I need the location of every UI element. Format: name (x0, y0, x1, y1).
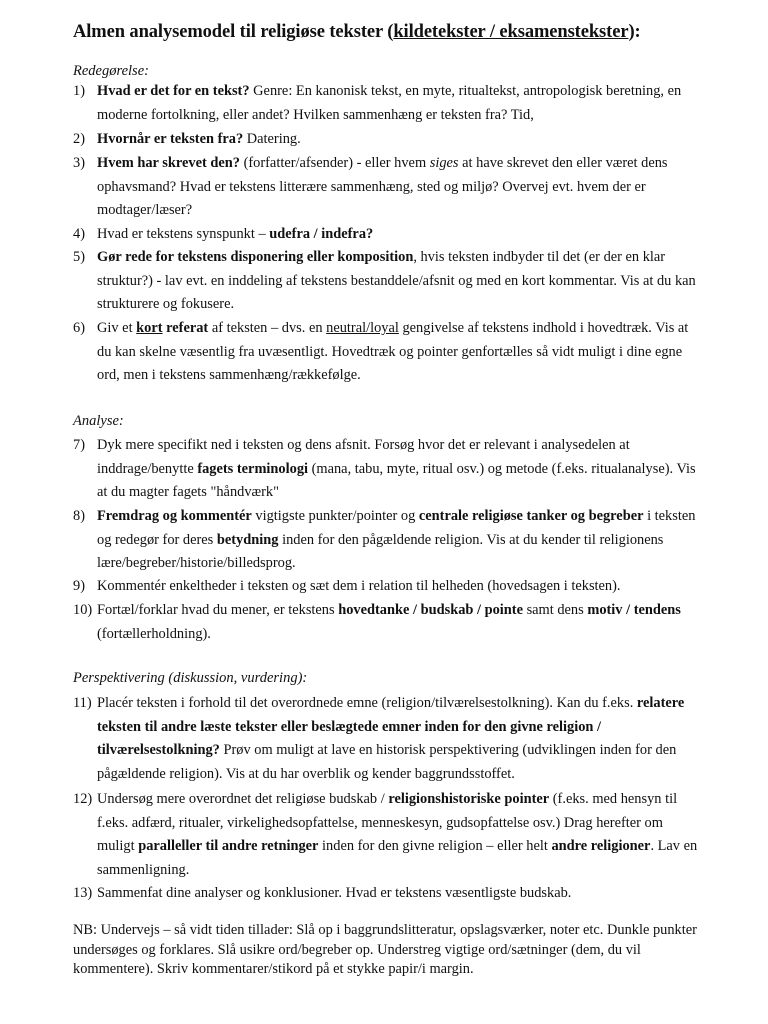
list-item-2 (73, 128, 703, 152)
text-run: . Lav en sammenligning. (97, 838, 698, 879)
list-item-5 (73, 246, 703, 317)
list-number: 10) (73, 602, 93, 618)
list-item-text (97, 80, 703, 127)
text-run: Hvad er det for en tekst? (97, 83, 250, 99)
nb-note: NB: Undervejs – så vidt tiden tillader: Slå op i baggrundslitteratur, opslagsværker, noter etc. Dunkle punkter undersøges og forklares. Slå usikre ord/begreber op. Understreg vigtige ord/sætninger (dem, du vil kommentere). Skriv kommentarer/stikord på et stykke papir/i margin. (73, 922, 697, 977)
list-item-9 (73, 575, 703, 599)
list-item-11 (73, 692, 703, 787)
list-item-text (97, 788, 703, 883)
list-item-6 (73, 317, 703, 388)
list-item-7 (73, 434, 703, 505)
text-run: vigtigste punkter/pointer og (251, 508, 419, 524)
text-run: inden for den pågældende religion. Vis at du kender til religionens lære/begreber/historie/billedsprog. (97, 531, 664, 572)
text-run: religionshistoriske pointer (388, 791, 550, 807)
list-item-text (97, 152, 703, 223)
text-run: (f.eks. med hensyn til f.eks. adfærd, ritualer, virkelighedsopfattelse, menneskesyn, gudsopfattelse osv.) Drag herefter om muligt (97, 791, 678, 855)
section-heading-analyse: Analyse: (73, 413, 124, 429)
text-run: Hvad er tekstens synspunkt – (97, 226, 270, 242)
list-item-10 (73, 599, 703, 646)
text-run: siges (429, 155, 459, 171)
text-run: i teksten og redegør for deres (97, 508, 696, 548)
text-run: Fremdrag og kommentér (97, 508, 252, 524)
list-item-4 (73, 223, 703, 247)
text-run: Undersøg mere overordnet det religiøse budskab / (97, 791, 389, 807)
text-run: samt dens (522, 602, 588, 618)
text-run: betydning (216, 531, 279, 548)
text-run: fagets terminologi (197, 460, 309, 477)
list-number: 1) (73, 83, 85, 99)
list-item-text (97, 434, 703, 505)
list-number: 9) (73, 578, 85, 594)
list-item-1 (73, 80, 703, 127)
text-run: Gør rede for tekstens disponering eller komposition (97, 249, 414, 265)
text-run: af teksten – dvs. en (208, 320, 327, 336)
list-item-text (97, 882, 703, 906)
list-item-text (97, 692, 703, 787)
text-run: centrale religiøse tanker og begreber (418, 508, 644, 524)
section-heading-redegoerelse: Redegørelse: (73, 63, 149, 79)
list-number: 11) (73, 695, 92, 711)
list-number: 6) (73, 320, 85, 336)
title-underlined-text: kildetekster / eksamenstekster (393, 22, 629, 42)
page-title (73, 22, 641, 43)
text-run: Genre: En kanonisk tekst, en myte, ritualtekst, antropologisk beretning, en moderne fortolkning, eller andet? Hvilken sammenhæng er teksten fra? Tid, (97, 83, 682, 123)
title-text: Almen analysemodel til religiøse tekster ( (73, 22, 394, 42)
text-run: relatere teksten til andre læste tekster eller beslægtede emner inden for den givne religion / tilværelsestolkning? (97, 695, 685, 759)
list-number: 7) (73, 437, 85, 453)
text-run: kort (136, 320, 163, 336)
list-number: 5) (73, 249, 85, 265)
title-end: ): (628, 22, 641, 42)
list-number: 4) (73, 226, 85, 242)
list-item-text (97, 246, 703, 317)
text-run: andre religioner (551, 838, 651, 855)
text-run: inden for den givne religion – eller helt (318, 838, 552, 855)
text-run: Giv et (97, 320, 137, 336)
text-run: (fortællerholdning). (97, 625, 211, 642)
text-run: udefra / indefra? (269, 226, 374, 242)
text-run: Sammenfat dine analyser og konklusioner. Hvad er tekstens væsentligste budskab. (97, 885, 572, 901)
text-run: Datering. (243, 131, 301, 147)
text-run: hovedtanke / budskab / pointe (338, 602, 523, 618)
list-item-8 (73, 505, 703, 576)
text-run: Kommentér enkeltheder i teksten og sæt dem i relation til helheden (hovedsagen i teksten). (97, 578, 621, 594)
list-item-text (97, 505, 703, 576)
text-run: motiv / tendens (587, 602, 681, 618)
list-number: 2) (73, 131, 85, 147)
list-item-12 (73, 788, 703, 883)
text-run: neutral/loyal (326, 320, 399, 336)
list-number: 12) (73, 791, 93, 807)
text-run: Hvornår er teksten fra? (97, 131, 244, 147)
list-item-3 (73, 152, 703, 223)
list-number: 13) (73, 885, 93, 901)
list-item-text (97, 223, 703, 247)
list-item-text (97, 317, 703, 388)
list-item-text (97, 599, 703, 646)
text-run: , hvis teksten indbyder til det (er der en klar struktur?) - lav evt. en inddeling af tekstens bestanddele/afsnit og med en kort kommentar. Vis at du kan strukturere og fokusere. (97, 249, 696, 313)
list-item-text (97, 575, 703, 599)
section-heading-perspektivering: Perspektivering (diskussion, vurdering): (73, 670, 308, 686)
text-run: Placér teksten i forhold til det overordnede emne (religion/tilværelsestolkning). Kan du f.eks. (97, 695, 637, 711)
text-run: gengivelse af tekstens indhold i hovedtræk. Vis at du kan skelne væsentlig fra uvæsentligt. Hovedtræk og pointer genfortælles så vidt muligt i dine egne ord, men i tekstens sammenhæng/rækkefølge. (97, 320, 689, 384)
text-run: Fortæl/forklar hvad du mener, er tekstens (97, 602, 339, 618)
text-run: Hvem har skrevet den? (97, 155, 240, 171)
text-run: paralleller til andre retninger (138, 838, 319, 855)
text-run: referat (162, 320, 209, 336)
list-number: 3) (73, 155, 85, 171)
list-number: 8) (73, 508, 85, 524)
list-item-text (97, 128, 703, 152)
list-item-13 (73, 882, 703, 906)
text-run: (mana, tabu, myte, ritual osv.) og metode (f.eks. ritualanalyse). Vis at du magter fagets "håndværk" (97, 460, 696, 501)
text-run: Dyk mere specifikt ned i teksten og dens afsnit. Forsøg hvor det er relevant i analysedelen at inddrage/benytte (97, 437, 630, 477)
text-run: Prøv om muligt at lave en historisk perspektivering (udviklingen inden for den pågældende religion). Vis at du har overblik og kender baggrundsstoffet. (97, 742, 677, 783)
text-run: at have skrevet den eller været dens ophavsmand? Hvad er tekstens litterære sammenhæng, sted og miljø? Overvej evt. hvem der er modtager/læser? (97, 155, 668, 219)
text-run: (forfatter/afsender) - eller hvem (239, 155, 430, 171)
